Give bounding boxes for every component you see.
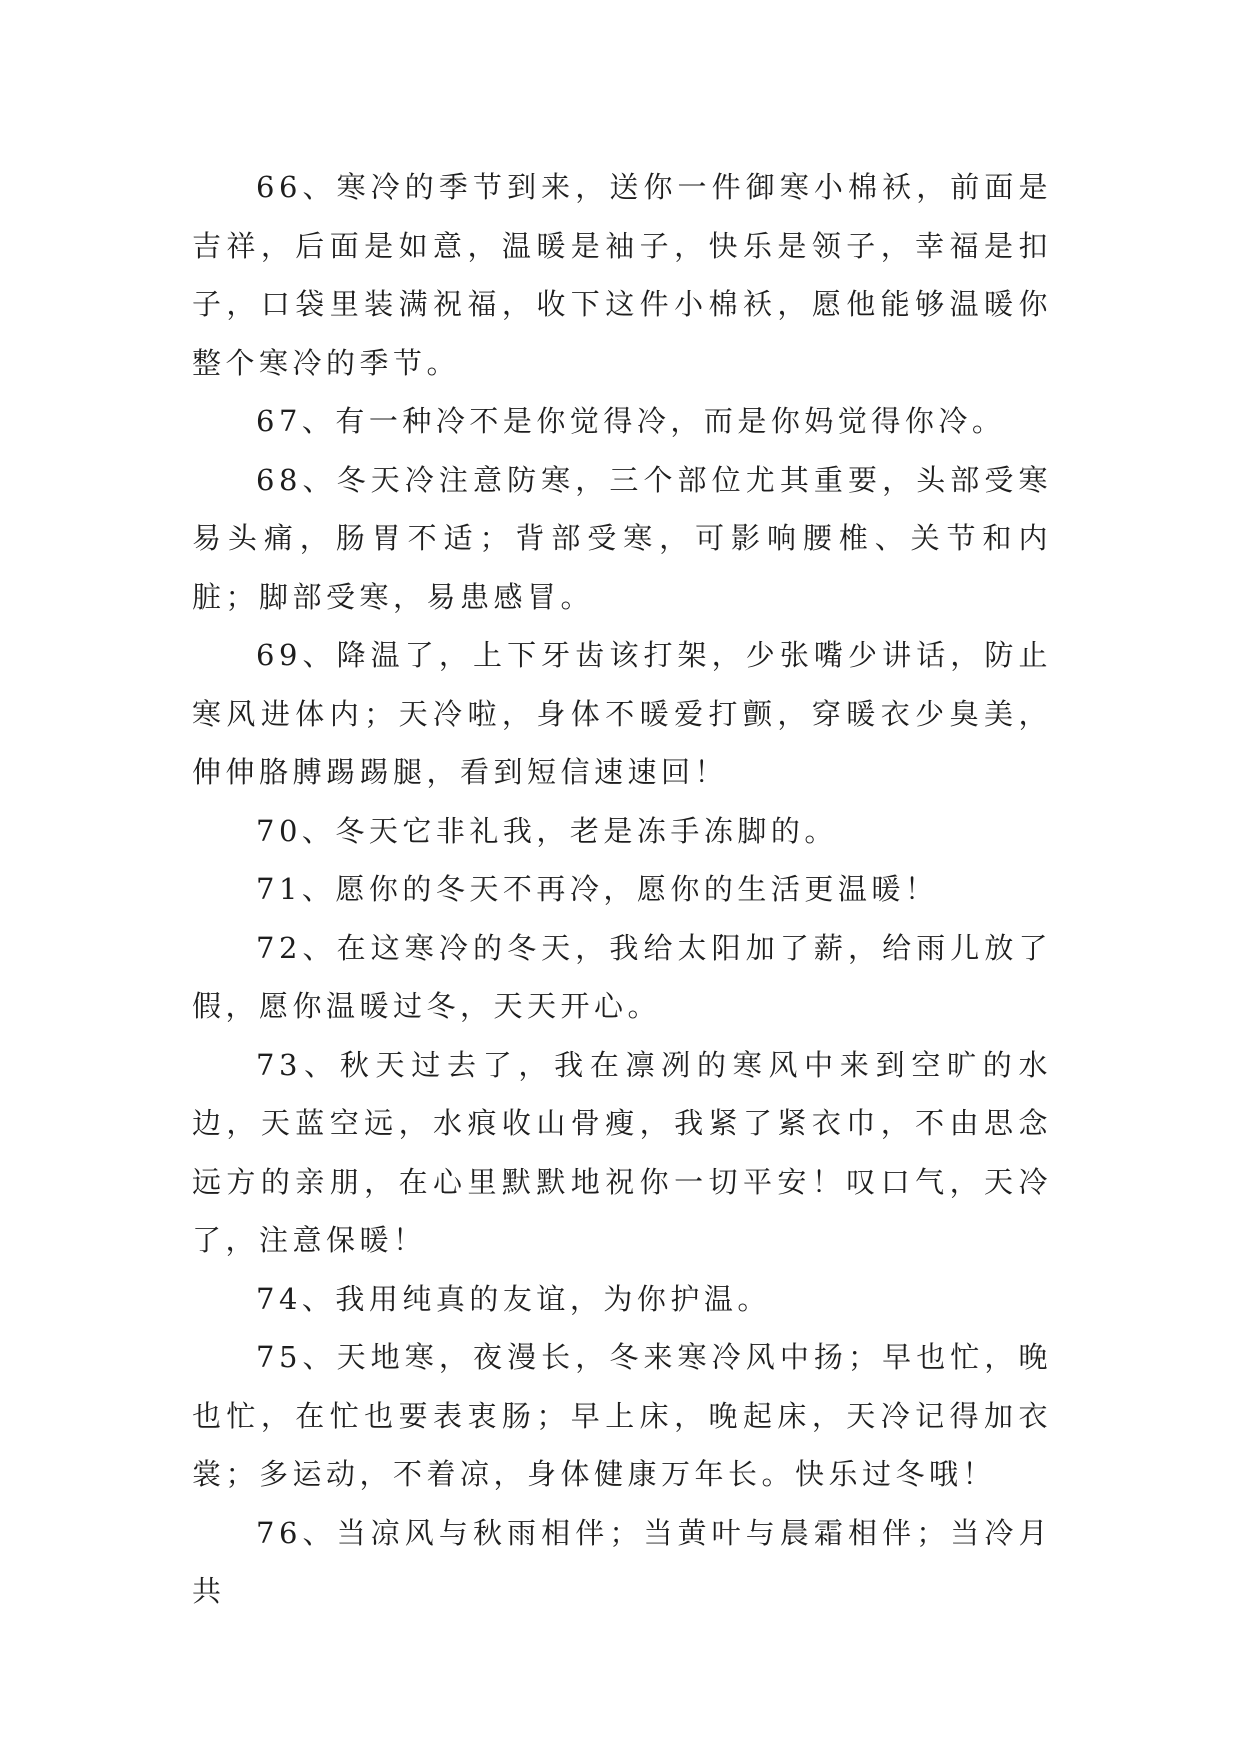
paragraph-69: 69、降温了，上下牙齿该打架，少张嘴少讲话，防止寒风进体内；天冷啦，身体不暖爱打颤，穿暖衣少臭美，伸伸胳膊踢踢腿，看到短信速速回！ [192, 638, 1052, 789]
paragraph-71: 71、愿你的冬天不再冷，愿你的生活更温暖！ [256, 872, 939, 906]
paragraph-73: 73、秋天过去了，我在凛冽的寒风中来到空旷的水边，天蓝空远，水痕收山骨瘦，我紧了紧衣巾，不由思念远方的亲朋，在心里默默地祝你一切平安！叹口气，天冷了，注意保暖！ [192, 1047, 1052, 1257]
paragraph-68: 68、冬天冷注意防寒，三个部位尤其重要，头部受寒易头痛，肠胃不适；背部受寒，可影响腰椎、关节和内脏；脚部受寒，易患感冒。 [192, 462, 1052, 614]
paragraph-67: 67、有一种冷不是你觉得冷，而是你妈觉得你冷。 [256, 404, 1006, 438]
document-body [192, 158, 1052, 1621]
paragraph-74: 74、我用纯真的友谊，为你护温。 [256, 1281, 771, 1316]
paragraph-72: 72、在这寒冷的冬天，我给太阳加了薪，给雨儿放了假，愿你温暖过冬，天天开心。 [192, 930, 1052, 1023]
paragraph-70: 70、冬天它非礼我，老是冻手冻脚的。 [256, 813, 838, 848]
paragraph-76: 76、当凉风与秋雨相伴；当黄叶与晨霜相伴；当冷月共 [192, 1515, 1052, 1608]
paragraph-66: 66、寒冷的季节到来，送你一件御寒小棉袄，前面是吉祥，后面是如意，温暖是袖子，快乐是领子，幸福是扣子，口袋里装满祝福，收下这件小棉袄，愿他能够温暖你整个寒冷的季节。 [192, 170, 1052, 380]
paragraph-75: 75、天地寒，夜漫长，冬来寒冷风中扬；早也忙，晚也忙，在忙也要表衷肠；早上床，晚起床，天冷记得加衣裳；多运动，不着凉，身体健康万年长。快乐过冬哦！ [192, 1340, 1052, 1491]
